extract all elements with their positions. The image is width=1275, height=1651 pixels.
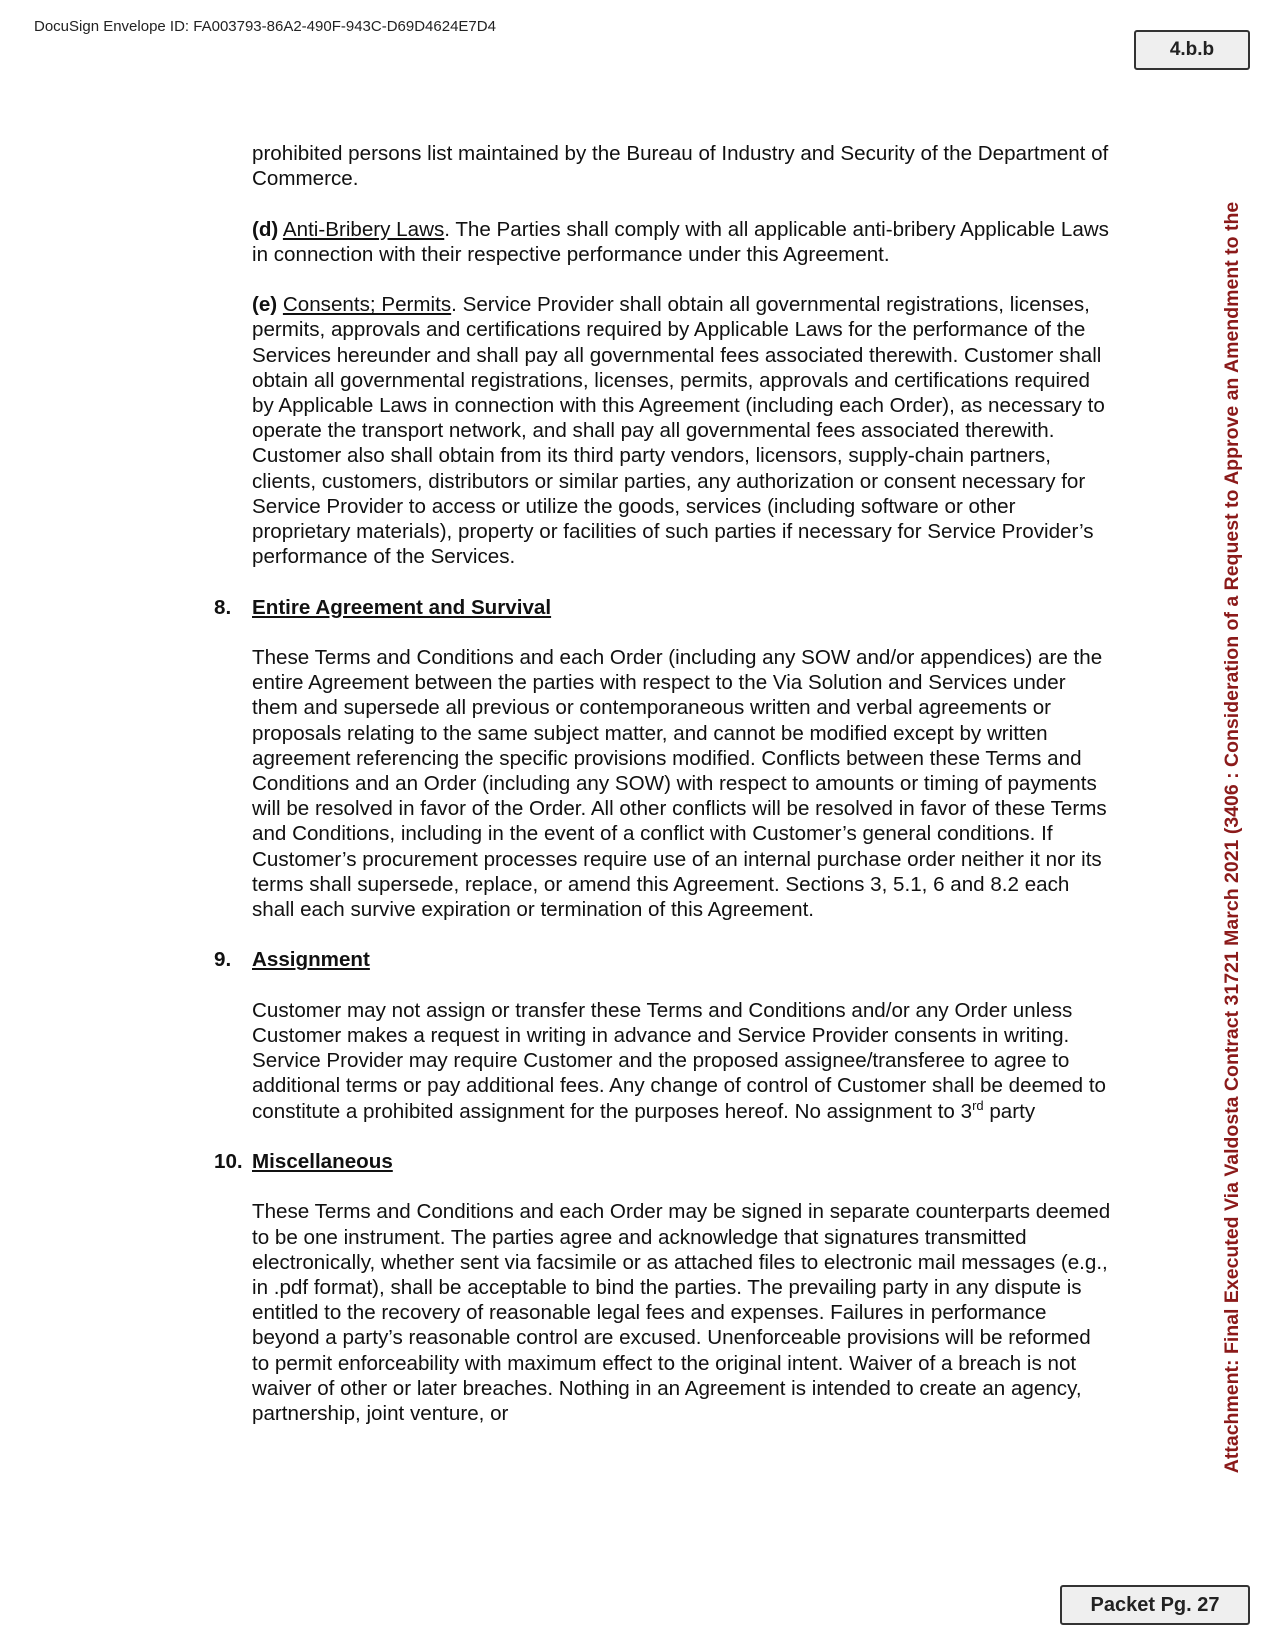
section-tag: 4.b.b: [1134, 30, 1250, 70]
clause-e: [252, 292, 1112, 569]
section-9-tail: party: [983, 1099, 1036, 1123]
section-10-title: Miscellaneous: [252, 1150, 393, 1174]
clause-d-text: . The Parties shall comply with all applicable anti-bribery Applicable Laws in connection with their respective performance under this Agreement.: [252, 217, 1109, 266]
side-banner-text: Attachment: Final Executed Via Valdosta Contract 31721 March 2021 (3406 : Consideration of a Request to Approve an Amendment to the: [1221, 201, 1244, 1473]
section-8-number: 8.: [214, 595, 232, 619]
envelope-id: DocuSign Envelope ID: FA003793-86A2-490F-943C-D69D4624E7D4: [34, 18, 496, 35]
clause-d-title: Anti-Bribery Laws: [282, 217, 445, 241]
clause-e-marker: (e): [252, 293, 278, 317]
section-9-number: 9.: [214, 948, 232, 972]
section-10-heading: [214, 1149, 1112, 1174]
section-10-text: These Terms and Conditions and each Order may be signed in separate counterparts deemed to be one instrument. The parties agree and acknowledge that signatures transmitted electronically, whether sent via facsimile or as attached files to electronic mail messages (e.g., in .pdf format), shall be acceptable to bind the parties. The prevailing party in any dispute is entitled to the recovery of reasonable legal fees and expenses. Failures in performance beyond a party’s reasonable control are excused. Unenforceable provisions will be reformed to permit enforceability with maximum effect to the original intent. Waiver of a breach is not waiver of other or later breaches. Nothing in an Agreement is intended to create an agency, partnership, joint venture, or: [252, 1200, 1111, 1426]
section-9-superscript: rd: [972, 1097, 984, 1113]
packet-page-number: Packet Pg. 27: [1060, 1585, 1250, 1625]
section-8-text: These Terms and Conditions and each Order (including any SOW and/or appendices) are the entire Agreement between the parties with respect to the Via Solution and Services under them and supersede all previous or contemporaneous written and verbal agreements or proposals relating to the same subject matter, and cannot be modified except by written agreement referencing the specific provisions modified. Conflicts between these Terms and Conditions and an Order (including any SOW) with respect to amounts or timing of payments will be resolved in favor of the Order. All other conflicts will be resolved in favor of these Terms and Conditions, including in the event of a conflict with Customer’s general conditions. If Customer’s procurement processes require use of an internal purchase order neither it nor its terms shall supersede, replace, or amend this Agreement. Sections 3, 5.1, 6 and 8.2 each shall each survive expiration or termination of this Agreement.: [252, 646, 1107, 922]
clause-d-marker: (d): [252, 217, 279, 241]
document-body: [214, 141, 1112, 1451]
section-9-heading: [214, 947, 1112, 972]
section-9-text: Customer may not assign or transfer these Terms and Conditions and/or any Order unless Customer makes a request in writing in advance and Service Provider consents in writing. Service Provider may require Customer and the proposed assignee/transferee to agree to additional terms or pay additional fees. Any change of control of Customer shall be deemed to constitute a prohibited assignment for the purposes hereof. No assignment to 3: [252, 998, 1106, 1123]
clause-d: [252, 217, 1112, 267]
side-banner: [1212, 152, 1254, 1522]
section-9-paragraph: [252, 998, 1112, 1124]
section-8-title: Entire Agreement and Survival: [252, 595, 552, 619]
clause-e-text: . Service Provider shall obtain all governmental registrations, licenses, permits, approvals and certifications required by Applicable Laws for the performance of the Services hereunder and shall pay all governmental fees associated therewith. Customer shall obtain all governmental registrations, licenses, permits, approvals and certifications required by Applicable Laws in connection with this Agreement (including each Order), as necessary to operate the transport network, and shall pay all governmental fees associated therewith. Customer also shall obtain from its third party vendors, licensors, supply-chain partners, clients, customers, distributors or similar parties, any authorization or consent necessary for Service Provider to access or utilize the goods, services (including software or other proprietary materials), property or facilities of such parties if necessary for Service Provider’s performance of the Services.: [252, 293, 1105, 569]
section-8-heading: [214, 595, 1112, 620]
section-9-title: Assignment: [252, 948, 370, 972]
clause-e-title: Consents; Permits: [282, 293, 452, 317]
section-10-number: 10.: [214, 1150, 243, 1174]
intro-paragraph: prohibited persons list maintained by the Bureau of Industry and Security of the Department of Commerce.: [252, 142, 1109, 191]
